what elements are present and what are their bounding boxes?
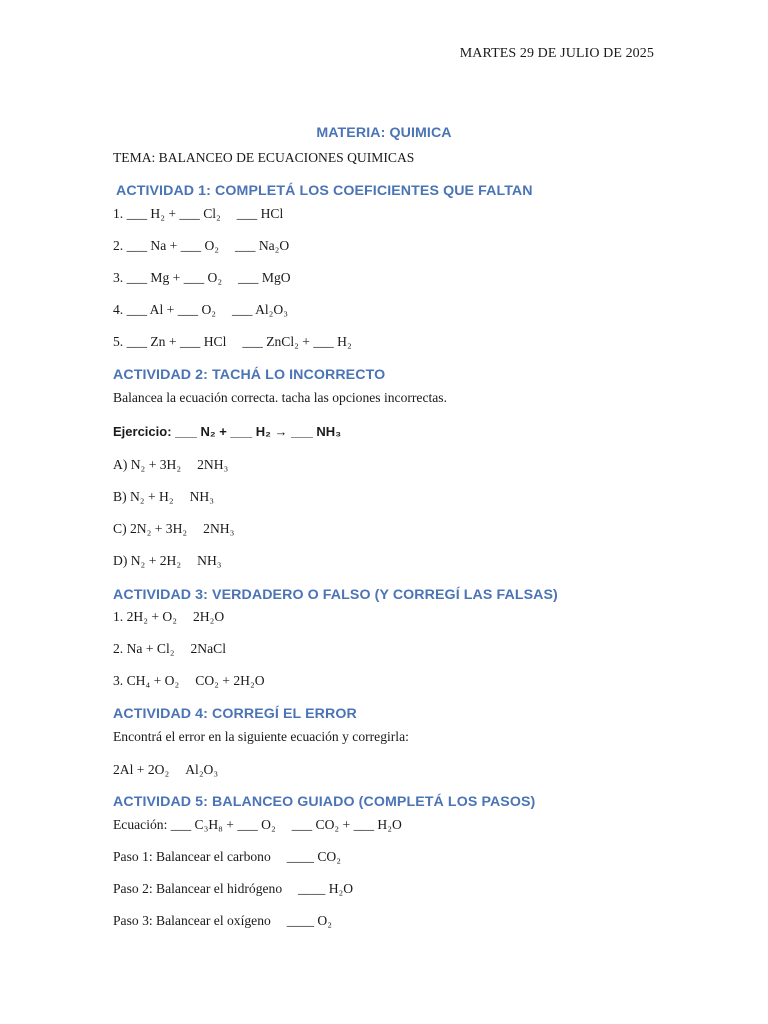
equation-reactants: 2. ___ Na + ___ O₂ bbox=[113, 238, 220, 253]
equation-products: NH₃ bbox=[189, 489, 214, 504]
activity-1-item bbox=[113, 238, 289, 254]
equation-products: ___ ZnCl₂ + ___ H₂ bbox=[242, 334, 352, 349]
equation-reactants: 1. ___ H₂ + ___ Cl₂ bbox=[113, 206, 221, 221]
activity-3-item bbox=[113, 673, 265, 689]
equation-reactants: 1. 2H₂ + O₂ bbox=[113, 609, 177, 624]
equation-products: ___ MgO bbox=[238, 270, 291, 285]
topic-line: TEMA: BALANCEO DE ECUACIONES QUIMICAS bbox=[113, 150, 415, 165]
option-a bbox=[113, 457, 228, 473]
equation-reactants: D) N₂ + 2H₂ bbox=[113, 553, 182, 568]
equation-reactants: 2Al + 2O₂ bbox=[113, 762, 170, 777]
activity-3-item bbox=[113, 609, 224, 625]
activity-1-item bbox=[113, 206, 283, 222]
activity-2-instruction: Balancea la ecuación correcta. tacha las opciones incorrectas. bbox=[113, 390, 447, 405]
equation-reactants: 3. ___ Mg + ___ O₂ bbox=[113, 270, 223, 285]
activity-1-heading: ACTIVIDAD 1: COMPLETÁ LOS COEFICIENTES QUE FALTAN bbox=[116, 183, 533, 199]
equation-reactants: 3. CH₄ + O₂ bbox=[113, 673, 180, 688]
equation-products: 2NH₃ bbox=[197, 457, 229, 472]
activity-1-item bbox=[113, 270, 291, 286]
activity-4-equation bbox=[113, 762, 218, 778]
step-blank: ____ O₂ bbox=[286, 913, 332, 928]
activity-5-heading: ACTIVIDAD 5: BALANCEO GUIADO (COMPLETÁ LOS PASOS) bbox=[113, 794, 536, 810]
activity-2-exercise: Ejercicio: ___ N₂ + ___ H₂ → ___ NH₃ bbox=[113, 424, 342, 439]
option-c bbox=[113, 521, 234, 537]
equation-products: ___ Al₂O₃ bbox=[232, 302, 288, 317]
equation-reactants: C) 2N₂ + 3H₂ bbox=[113, 521, 188, 536]
equation-products: CO₂ + 2H₂O bbox=[195, 673, 265, 688]
step-3 bbox=[113, 913, 332, 929]
option-b bbox=[113, 489, 214, 505]
activity-2-heading: ACTIVIDAD 2: TACHÁ LO INCORRECTO bbox=[113, 367, 386, 383]
equation-products: 2H₂O bbox=[192, 609, 225, 624]
equation-reactants: 4. ___ Al + ___ O₂ bbox=[113, 302, 217, 317]
activity-1-item bbox=[113, 302, 288, 318]
equation-reactants: B) N₂ + H₂ bbox=[113, 489, 174, 504]
equation-products: 2NaCl bbox=[190, 641, 226, 656]
option-d bbox=[113, 553, 222, 569]
equation-reactants: Ecuación: ___ C₃H₈ + ___ O₂ bbox=[113, 817, 276, 832]
subject-title: MATERIA: QUIMICA bbox=[316, 125, 452, 141]
equation-products: ___ Na₂O bbox=[235, 238, 290, 253]
activity-4-heading: ACTIVIDAD 4: CORREGÍ EL ERROR bbox=[113, 706, 357, 722]
step-label: Paso 2: Balancear el hidrógeno bbox=[113, 881, 283, 896]
equation-products: ___ HCl bbox=[236, 206, 284, 221]
equation-reactants: 5. ___ Zn + ___ HCl bbox=[113, 334, 227, 349]
equation-reactants: A) N₂ + 3H₂ bbox=[113, 457, 182, 472]
activity-5-equation bbox=[113, 817, 402, 833]
document-date: MARTES 29 DE JULIO DE 2025 bbox=[459, 46, 654, 61]
equation-products: NH₃ bbox=[197, 553, 222, 568]
step-2 bbox=[113, 881, 353, 897]
equation-products: ___ CO₂ + ___ H₂O bbox=[291, 817, 402, 832]
activity-3-item bbox=[113, 641, 226, 657]
equation-reactants: 2. Na + Cl₂ bbox=[113, 641, 175, 656]
step-label: Paso 3: Balancear el oxígeno bbox=[113, 913, 271, 928]
equation-products: 2NH₃ bbox=[203, 521, 235, 536]
step-blank: ____ H₂O bbox=[298, 881, 354, 896]
activity-4-instruction: Encontrá el error en la siguiente ecuación y corregirla: bbox=[113, 729, 409, 744]
activity-3-heading: ACTIVIDAD 3: VERDADERO O FALSO (Y CORREGÍ LAS FALSAS) bbox=[113, 587, 558, 603]
step-blank: ____ CO₂ bbox=[286, 849, 341, 864]
step-label: Paso 1: Balancear el carbono bbox=[113, 849, 271, 864]
equation-products: Al₂O₃ bbox=[185, 762, 219, 777]
step-1 bbox=[113, 849, 341, 865]
activity-1-item bbox=[113, 334, 352, 350]
